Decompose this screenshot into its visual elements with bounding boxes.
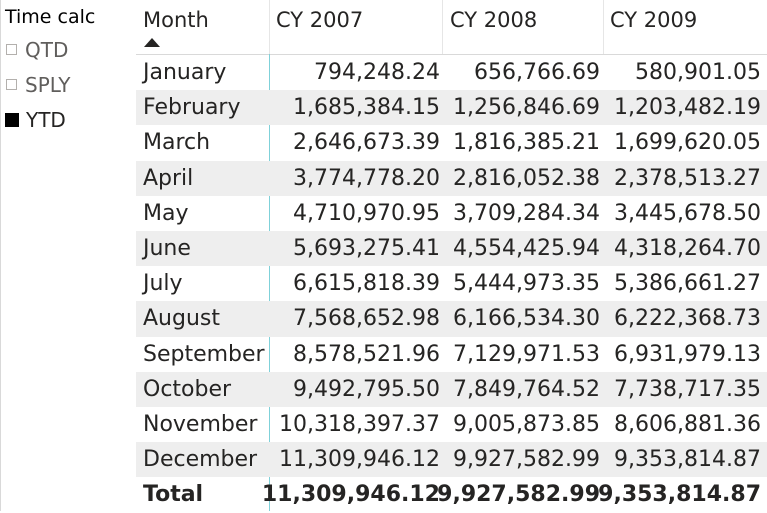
checkbox-icon[interactable] [6, 44, 17, 55]
table-row [136, 372, 767, 407]
slicer-item-ytd[interactable] [5, 102, 133, 137]
column-divider [603, 0, 604, 54]
column-header-cy2008[interactable]: CY 2008 [450, 8, 538, 32]
cell-value: 4,710,970.95 [293, 200, 440, 226]
cell-value: 6,931,979.13 [614, 341, 761, 367]
checkbox-icon[interactable] [6, 79, 17, 90]
cell-value: 794,248.24 [314, 60, 440, 85]
cell-value: 6,222,368.73 [614, 306, 761, 332]
cell-value: 5,386,661.27 [614, 271, 761, 297]
row-label[interactable]: August [143, 306, 220, 332]
cell-value: 11,309,946.12 [279, 447, 440, 473]
time-calc-slicer [5, 2, 133, 137]
cell-value: 9,005,873.85 [453, 411, 600, 437]
table-row [136, 55, 767, 90]
cell-value: 1,685,384.15 [293, 95, 440, 121]
cell-value: 7,568,652.98 [293, 306, 440, 332]
matrix-body [136, 55, 767, 513]
slicer-item-sply[interactable] [5, 67, 133, 102]
column-divider [442, 0, 443, 54]
slicer-item-qtd[interactable] [5, 32, 133, 67]
cell-value: 1,699,620.05 [614, 130, 761, 156]
matrix-visual [136, 0, 767, 511]
column-divider [269, 0, 270, 54]
row-label[interactable]: July [143, 271, 183, 297]
column-header-cy2007[interactable]: CY 2007 [276, 8, 364, 32]
column-header-cy2009[interactable]: CY 2009 [610, 8, 698, 32]
cell-value: 2,646,673.39 [293, 130, 440, 156]
total-value: 11,309,946.12 [261, 482, 440, 508]
cell-value: 9,492,795.50 [293, 376, 440, 402]
row-label[interactable]: January [143, 60, 227, 85]
cell-value: 580,901.05 [635, 60, 761, 85]
cell-value: 1,256,846.69 [453, 95, 600, 121]
total-value: 9,353,814.87 [598, 482, 761, 508]
row-label[interactable]: October [143, 376, 232, 402]
row-label[interactable]: February [143, 95, 241, 121]
cell-value: 7,129,971.53 [453, 341, 600, 367]
table-row [136, 90, 767, 125]
sort-ascending-icon[interactable] [144, 38, 160, 47]
cell-value: 1,816,385.21 [453, 130, 600, 156]
row-label[interactable]: June [143, 235, 191, 261]
checkbox-checked-icon[interactable] [5, 113, 19, 127]
slicer-title: Time calc [5, 6, 96, 28]
cell-value: 7,849,764.52 [453, 376, 600, 402]
column-header-month[interactable]: Month [143, 8, 209, 32]
table-row [136, 301, 767, 336]
cell-value: 6,615,818.39 [293, 271, 440, 297]
cell-value: 10,318,397.37 [279, 411, 440, 437]
cell-value: 9,353,814.87 [614, 447, 761, 473]
table-row [136, 337, 767, 372]
cell-value: 5,693,275.41 [293, 235, 440, 261]
cell-value: 9,927,582.99 [453, 447, 600, 473]
table-row [136, 266, 767, 301]
cell-value: 5,444,973.35 [453, 271, 600, 297]
cell-value: 3,445,678.50 [614, 200, 761, 226]
total-row [136, 477, 767, 513]
cell-value: 2,816,052.38 [453, 165, 600, 191]
cell-value: 6,166,534.30 [453, 306, 600, 332]
slicer-item-label: SPLY [25, 72, 71, 97]
row-label[interactable]: May [143, 200, 189, 226]
cell-value: 3,774,778.20 [293, 165, 440, 191]
cell-value: 656,766.69 [474, 60, 600, 85]
cell-value: 8,578,521.96 [293, 341, 440, 367]
table-row [136, 125, 767, 160]
cell-value: 2,378,513.27 [614, 165, 761, 191]
cell-value: 4,318,264.70 [614, 235, 761, 261]
cell-value: 7,738,717.35 [614, 376, 761, 402]
row-label[interactable]: November [143, 411, 258, 437]
total-value: 9,927,582.99 [437, 482, 600, 508]
table-row [136, 161, 767, 196]
cell-value: 3,709,284.34 [453, 200, 600, 226]
slicer-item-label: YTD [26, 107, 66, 132]
table-row [136, 442, 767, 477]
cell-value: 1,203,482.19 [614, 95, 761, 121]
table-row [136, 196, 767, 231]
row-label[interactable]: April [143, 165, 194, 191]
cell-value: 4,554,425.94 [453, 235, 600, 261]
matrix-header-row [136, 0, 767, 55]
cell-value: 8,606,881.36 [614, 411, 761, 437]
row-label[interactable]: December [143, 447, 258, 473]
row-label[interactable]: March [143, 130, 211, 156]
total-label: Total [143, 482, 204, 508]
table-row [136, 407, 767, 442]
slicer-item-label: QTD [25, 37, 69, 62]
row-label[interactable]: September [143, 341, 265, 367]
table-row [136, 231, 767, 266]
